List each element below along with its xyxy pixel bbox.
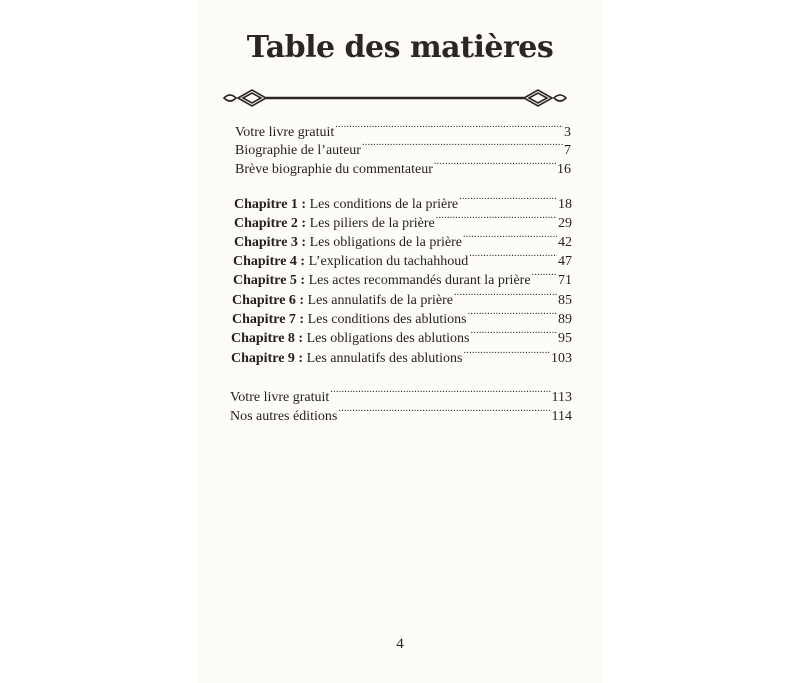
toc-entry: Biographie de l’auteur ..... 7 — [235, 137, 571, 154]
toc-page-number: 71 — [558, 273, 572, 288]
toc-chapter-entry: Chapitre 9 : Les annulatifs des ablutions ..... 103 — [231, 345, 572, 362]
toc-entry: Votre livre gratuit ..... 3 — [235, 119, 571, 136]
toc-chapter-entry: Chapitre 4 : L’explication du tachahhoud ..... 47 — [233, 248, 572, 265]
dot-leader — [459, 191, 557, 208]
dot-leader — [436, 210, 557, 227]
toc-chapter-entry: Chapitre 3 : Les obligations de la prière ..... 42 — [234, 229, 572, 246]
toc-page-number: 3 — [564, 125, 571, 140]
dot-leader — [469, 248, 557, 265]
toc-entry: Nos autres éditions ..... 114 — [230, 403, 572, 420]
toc-page-number: 89 — [558, 312, 572, 327]
toc-entry: Brève biographie du commentateur ..... 16 — [235, 156, 571, 173]
dot-leader — [464, 345, 551, 362]
toc-page-number: 42 — [558, 235, 572, 250]
dot-leader — [471, 325, 557, 342]
dot-leader — [335, 119, 563, 136]
dot-leader — [338, 403, 550, 420]
dot-leader — [330, 384, 550, 401]
toc-page-number: 113 — [551, 390, 572, 405]
dot-leader — [434, 156, 556, 173]
toc-chapter-entry: Chapitre 7 : Les conditions des ablutions ..... 89 — [232, 306, 572, 323]
toc-page-number: 7 — [564, 143, 571, 158]
dot-leader — [463, 229, 557, 246]
toc-chapter-entry: Chapitre 8 : Les obligations des ablutions ..... 95 — [231, 325, 572, 342]
toc-chapter-entry: Chapitre 6 : Les annulatifs de la prière ..... 85 — [232, 287, 572, 304]
dot-leader — [468, 306, 557, 323]
toc-page-number: 18 — [558, 197, 572, 212]
toc-page-number: 47 — [558, 254, 572, 269]
page-title: Table des matières — [246, 30, 554, 65]
page-number: 4 — [396, 636, 404, 652]
toc-page-number: 103 — [551, 351, 572, 366]
toc-entry: Votre livre gratuit ..... 113 — [230, 384, 572, 401]
toc-page-number: 114 — [551, 409, 572, 424]
toc-chapter-entry: Chapitre 5 : Les actes recommandés durant la prière ..... 71 — [233, 267, 572, 284]
toc-page-number: 16 — [557, 162, 571, 177]
toc-page-number: 85 — [558, 293, 572, 308]
dot-leader — [532, 267, 557, 284]
toc-page-number: 29 — [558, 216, 572, 231]
dot-leader — [454, 287, 557, 304]
dot-leader — [362, 137, 563, 154]
toc-chapter-entry: Chapitre 2 : Les piliers de la prière ..... 29 — [234, 210, 572, 227]
toc-chapter-entry: Chapitre 1 : Les conditions de la prière ..... 18 — [234, 191, 572, 208]
toc-page-number: 95 — [558, 331, 572, 346]
